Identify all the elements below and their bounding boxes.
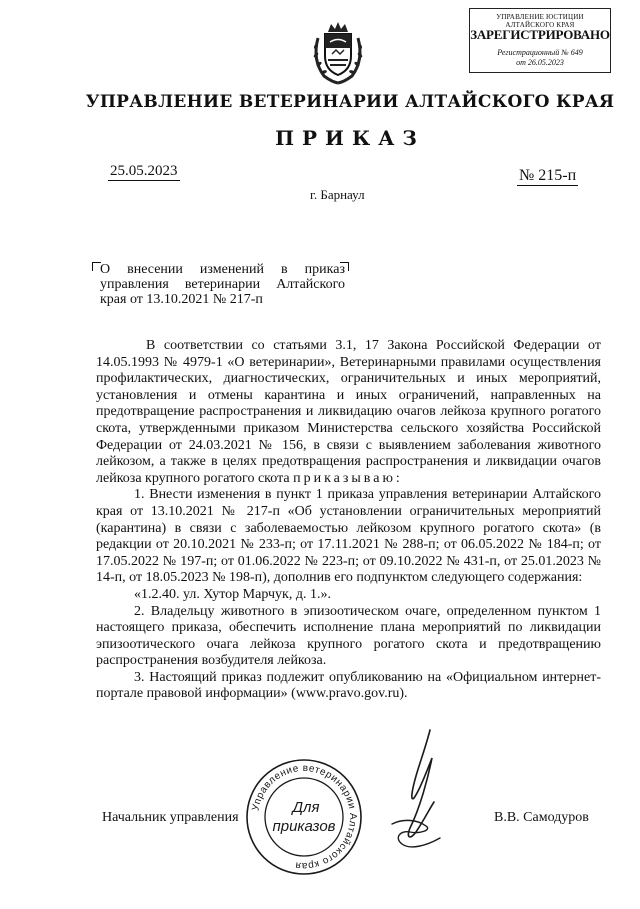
signatory-name: В.В. Самодуров — [494, 810, 589, 825]
seal-center-line2: приказов — [272, 818, 336, 835]
official-seal — [245, 758, 363, 876]
stamp-registration — [470, 48, 610, 68]
order-item-3: 3. Настоящий приказ подлежит опубликованию на «Официальном интернет-портале правовой информации» (www.pravo.gov.ru). — [96, 669, 601, 702]
document-type-title: ПРИКАЗ — [275, 126, 425, 150]
registration-stamp — [469, 8, 611, 73]
stamp-reg-date: от 26.05.2023 — [516, 58, 564, 67]
seal-ring-text: Управление ветеринарии Алтайского края — [250, 762, 359, 872]
order-word: приказываю: — [293, 470, 403, 486]
svg-text:Управление ветеринарии Алтайск — [250, 763, 358, 871]
seal-center-line1: Для — [292, 799, 320, 816]
stamp-authority-line1: УПРАВЛЕНИЕ ЮСТИЦИИ — [496, 13, 584, 21]
order-item-1: 1. Внести изменения в пункт 1 приказа управления ветеринарии Алтайского края от 13.10.2021 № 217-п «Об установлении ограничительных мероприятий (карантина) в связи с заболеваемостью лейкозом крупного рогатого скота» (в редакции от 20.10.2021 № 233-п; от 17.11.2021 № 288-п; от 06.05.2022 № 184-п; от 17.05.2022 № 197-п; от 01.06.2022 № 223-п; от 09.10.2022 № 431-п, от 25.01.2023 № 14-п, от 18.05.2023 № 198-п), дополнив его подпунктом следующего содержания: — [96, 487, 601, 586]
order-city: г. Барнаул — [310, 187, 365, 202]
order-item-2: 2. Владельцу животного в эпизоотическом очаге, определенном пунктом 1 настоящего приказа, обеспечить исполнение плана мероприятий по ликвидации эпизоотического очага лейкоза крупного рогатого скота и предотвращению распространения возбудителя лейкоза. — [96, 603, 601, 669]
order-body — [96, 338, 601, 703]
preamble-text: В соответствии со статьями 3.1, 17 Закона Российской Федерации от 14.05.1993 № 4979-1 «О ветеринарии», Ветеринарными правилами осуществления профилактических, диагностических, ограничительных и иных мероприятий, установления и отмены карантина и иных ограничений, направленных на предотвращение распространения и ликвидацию очагов лейкоза крупного рогатого скота, утвержденными приказом Министерства сельского хозяйства Российской Федерации от 24.03.2021 № 156, в связи с выявлением заболевания животного лейкозом, а также в целях предотвращения распространения и ликвидации очагов лейкоза крупного рогатого скота — [96, 338, 601, 486]
signatory-position: Начальник управления — [102, 810, 239, 825]
coat-of-arms-icon — [308, 20, 368, 86]
stamp-reg-number: Регистрационный № 649 — [497, 48, 583, 57]
stamp-authority-line2: АЛТАЙСКОГО КРАЯ — [505, 21, 575, 29]
order-subject: О внесении изменений в приказ управления ветеринарии Алтайского края от 13.10.2021 № 217-п — [100, 262, 345, 307]
order-date: 25.05.2023 — [110, 163, 178, 179]
handwritten-signature-icon — [380, 728, 460, 858]
order-preamble — [96, 338, 601, 487]
stamp-status: ЗАРЕГИСТРИРОВАНО — [470, 27, 610, 42]
order-item-1-quote: «1.2.40. ул. Хутор Марчук, д. 1.». — [134, 586, 331, 602]
organization-name: УПРАВЛЕНИЕ ВЕТЕРИНАРИИ АЛТАЙСКОГО КРАЯ — [85, 92, 615, 112]
order-number: № 215-п — [519, 167, 577, 184]
